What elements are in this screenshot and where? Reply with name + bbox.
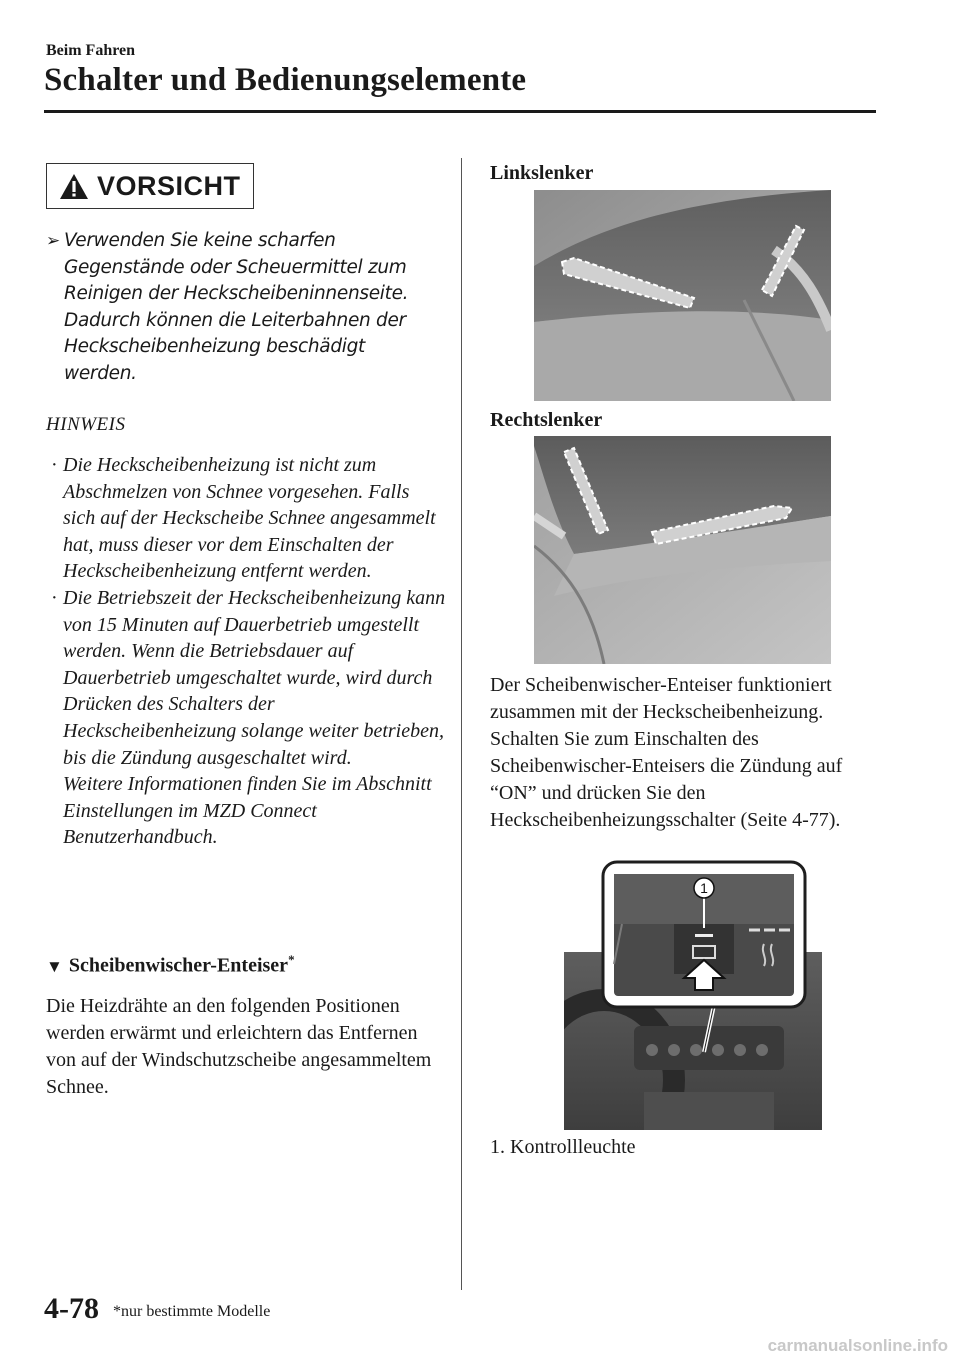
- switch-panel-image: [564, 860, 822, 1130]
- page-number: 4-78: [44, 1292, 99, 1325]
- caution-text: [46, 228, 426, 388]
- column-divider: [461, 158, 462, 1290]
- callout-number: 1: [700, 880, 708, 896]
- feature-body: Die Heizdrähte an den folgenden Positionen werden erwärmt und erleichtern das Entfernen von auf der Windschutzscheibe angesammeltem Schnee.: [46, 995, 432, 1098]
- note-list: [46, 452, 446, 851]
- note-text: Die Betriebszeit der Heckscheibenheizung kann von 15 Minuten auf Dauerbetrieb umgestellt werden. Wenn die Betriebsdauer auf Dauerbetrieb umgeschaltet wurde, wird durch Drücken des Schalters der Heckscheibenheizung solange weiter betrieben, bis die Zündung ausgeschaltet wird. Weitere Informationen finden Sie im Abschnitt Einstellungen im MZD Connect Benutzerhandbuch.: [63, 586, 446, 849]
- lhd-windshield-image: [534, 190, 831, 401]
- note-text: Die Heckscheibenheizung ist nicht zum Abschmelzen von Schnee vorgesehen. Falls sich auf der Heckscheibe Schnee angesammelt hat, muss dieser vor dem Einschalten der Heckscheibenheizung entfernt werden.: [63, 454, 436, 583]
- title-rule: [44, 110, 876, 113]
- triangle-down-icon: ▼: [46, 956, 63, 976]
- note-heading: HINWEIS: [46, 414, 126, 435]
- caution-body: Verwenden Sie keine scharfen Gegenstände oder Scheuermittel zum Reinigen der Heckscheibeninnenseite. Dadurch können die Leiterbahnen der Heckscheibenheizung beschädigt werden.: [64, 230, 409, 384]
- note-item: [46, 452, 446, 585]
- bullet-icon: ·: [51, 586, 58, 609]
- feature-heading: [46, 952, 295, 978]
- section-label: Beim Fahren: [46, 42, 136, 59]
- right-body: Der Scheibenwischer-Enteiser funktioniert zusammen mit der Heckscheibenheizung. Schalten Sie zum Einschalten des Scheibenwischer-Enteisers die Zündung auf “ON” und drücken Sie den Heckscheibenheizungsschalter (Seite 4-77).: [490, 674, 843, 831]
- page-title: Schalter und Bedienungselemente: [44, 62, 527, 98]
- caution-title: VORSICHT: [97, 170, 241, 201]
- rhd-windshield-image: [534, 436, 831, 664]
- caution-box: [46, 163, 254, 209]
- lhd-label: Linkslenker: [490, 162, 594, 184]
- watermark: carmanualsonline.info: [767, 1336, 948, 1355]
- feature-marker: *: [288, 952, 295, 967]
- note-item: [46, 585, 446, 851]
- callout-legend: 1. Kontrollleuchte: [490, 1136, 636, 1158]
- feature-heading-text: Scheibenwischer-Enteiser: [68, 954, 289, 977]
- footnote: *nur bestimmte Modelle: [113, 1303, 271, 1320]
- bullet-icon: ·: [51, 454, 58, 476]
- rhd-label: Rechtslenker: [490, 409, 603, 431]
- warning-triangle-icon: [59, 173, 89, 200]
- arrow-bullet-icon: ➢: [46, 231, 60, 251]
